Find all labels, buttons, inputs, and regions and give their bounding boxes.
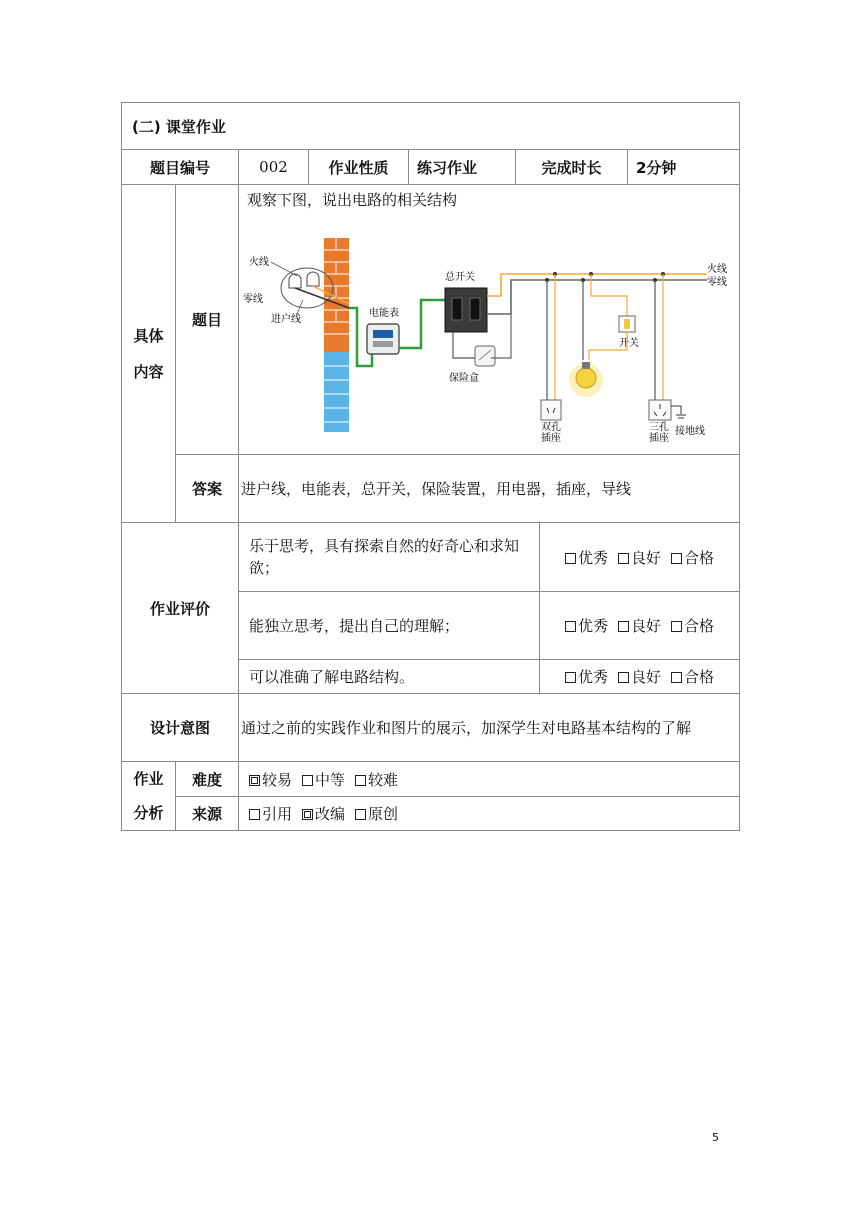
option-label: 良好 <box>631 668 662 686</box>
option-excellent-1[interactable] <box>565 549 608 567</box>
checkbox-icon <box>671 672 682 683</box>
checkbox-icon <box>565 672 576 683</box>
checked-box-icon <box>302 809 313 820</box>
circuit-diagram <box>239 210 737 442</box>
label-meter: 电能表 <box>369 308 399 319</box>
analysis-label-line2: 分析 <box>133 804 164 822</box>
checked-box-icon <box>249 775 260 786</box>
brick-wall <box>324 238 349 352</box>
fuse-box <box>475 346 495 366</box>
checkbox-icon <box>249 809 260 820</box>
checkbox-icon <box>355 775 366 786</box>
checkbox-icon <box>565 553 576 564</box>
label-two-hole-1: 双孔 <box>541 422 561 433</box>
label-fire-line: 火线 <box>249 257 269 268</box>
answer-label: 答案 <box>176 455 239 523</box>
source-quote[interactable] <box>249 805 292 823</box>
difficulty-options <box>239 762 740 797</box>
three-hole-socket <box>649 400 671 420</box>
energy-meter <box>367 324 399 354</box>
source-options <box>239 797 740 831</box>
option-pass-3[interactable] <box>671 668 714 686</box>
option-label: 中等 <box>315 770 346 789</box>
difficulty-easy[interactable] <box>249 771 292 789</box>
checkbox-icon <box>618 672 629 683</box>
option-label: 优秀 <box>577 617 608 635</box>
evaluation-label: 作业评价 <box>122 523 239 694</box>
checkbox-icon <box>618 553 629 564</box>
design-text: 通过之前的实践作业和图片的展示，加深学生对电路基本结构的了解 <box>239 694 740 762</box>
evaluation-options-2 <box>540 592 740 660</box>
question-cell <box>239 185 740 455</box>
time-value: 2分钟 <box>628 150 740 185</box>
label-two-hole-2: 插座 <box>541 433 561 442</box>
option-label: 较难 <box>368 770 399 789</box>
label-neutral-line-right: 零线 <box>707 277 727 288</box>
checkbox-icon <box>302 775 313 786</box>
option-label: 引用 <box>262 805 293 823</box>
option-good-1[interactable] <box>618 549 661 567</box>
label-three-hole-1: 三孔 <box>649 422 669 433</box>
difficulty-label: 难度 <box>176 762 239 797</box>
label-main-switch: 总开关 <box>445 272 475 283</box>
checkbox-icon <box>565 621 576 632</box>
light-bulb <box>569 362 603 397</box>
tile-wall <box>324 352 349 432</box>
option-good-2[interactable] <box>618 617 661 635</box>
evaluation-item-3: 可以准确了解电路结构。 <box>239 660 540 694</box>
difficulty-medium[interactable] <box>302 771 345 789</box>
analysis-label-line1: 作业 <box>133 770 164 788</box>
section-title: (二) 课堂作业 <box>122 103 740 150</box>
option-good-3[interactable] <box>618 668 661 686</box>
checkbox-icon <box>671 553 682 564</box>
option-label: 合格 <box>684 668 715 686</box>
wall-switch <box>619 316 635 332</box>
time-label: 完成时长 <box>516 150 628 185</box>
label-three-hole-2: 插座 <box>649 433 669 442</box>
difficulty-hard[interactable] <box>355 771 398 789</box>
type-label: 作业性质 <box>309 150 409 185</box>
label-switch: 开关 <box>619 338 639 349</box>
checkbox-icon <box>671 621 682 632</box>
type-value: 练习作业 <box>409 150 516 185</box>
option-excellent-3[interactable] <box>565 668 608 686</box>
option-label: 原创 <box>368 805 399 823</box>
question-text: 观察下图，说出电路的相关结构 <box>247 191 458 209</box>
option-label: 合格 <box>684 548 715 567</box>
checkbox-icon <box>355 809 366 820</box>
option-label: 合格 <box>684 617 715 635</box>
label-fire-line-right: 火线 <box>707 264 727 275</box>
evaluation-options-1 <box>540 523 740 592</box>
id-value: 002 <box>239 150 309 185</box>
label-entry-line: 进户线 <box>271 314 301 325</box>
option-pass-2[interactable] <box>671 617 714 635</box>
evaluation-item-1: 乐于思考，具有探索自然的好奇心和求知欲； <box>239 523 540 592</box>
analysis-label <box>122 762 176 831</box>
option-excellent-2[interactable] <box>565 617 608 635</box>
source-adapt[interactable] <box>302 805 345 823</box>
option-label: 良好 <box>631 617 662 635</box>
option-label: 优秀 <box>577 548 608 567</box>
question-label: 题目 <box>176 185 239 455</box>
label-ground-wire: 接地线 <box>675 426 705 437</box>
label-neutral-line: 零线 <box>243 294 263 305</box>
label-fuse-box: 保险盒 <box>449 373 479 384</box>
source-label: 来源 <box>176 797 239 831</box>
option-label: 良好 <box>631 548 662 567</box>
checkbox-icon <box>618 621 629 632</box>
content-label-line2: 内容 <box>133 362 164 381</box>
answer-text: 进户线，电能表，总开关，保险装置，用电器，插座，导线 <box>239 455 740 523</box>
option-label: 较易 <box>262 770 293 789</box>
option-label: 改编 <box>315 805 346 823</box>
option-pass-1[interactable] <box>671 549 714 567</box>
option-label: 优秀 <box>577 668 608 686</box>
page-number: 5 <box>712 1131 719 1144</box>
main-switch <box>445 288 487 332</box>
homework-table <box>121 102 740 831</box>
content-label-line1: 具体 <box>133 326 164 345</box>
id-label: 题目编号 <box>122 150 239 185</box>
evaluation-item-2: 能独立思考，提出自己的理解； <box>239 592 540 660</box>
design-label: 设计意图 <box>122 694 239 762</box>
two-hole-socket <box>541 400 561 420</box>
evaluation-options-3 <box>540 660 740 694</box>
content-label <box>122 185 176 523</box>
source-original[interactable] <box>355 805 398 823</box>
